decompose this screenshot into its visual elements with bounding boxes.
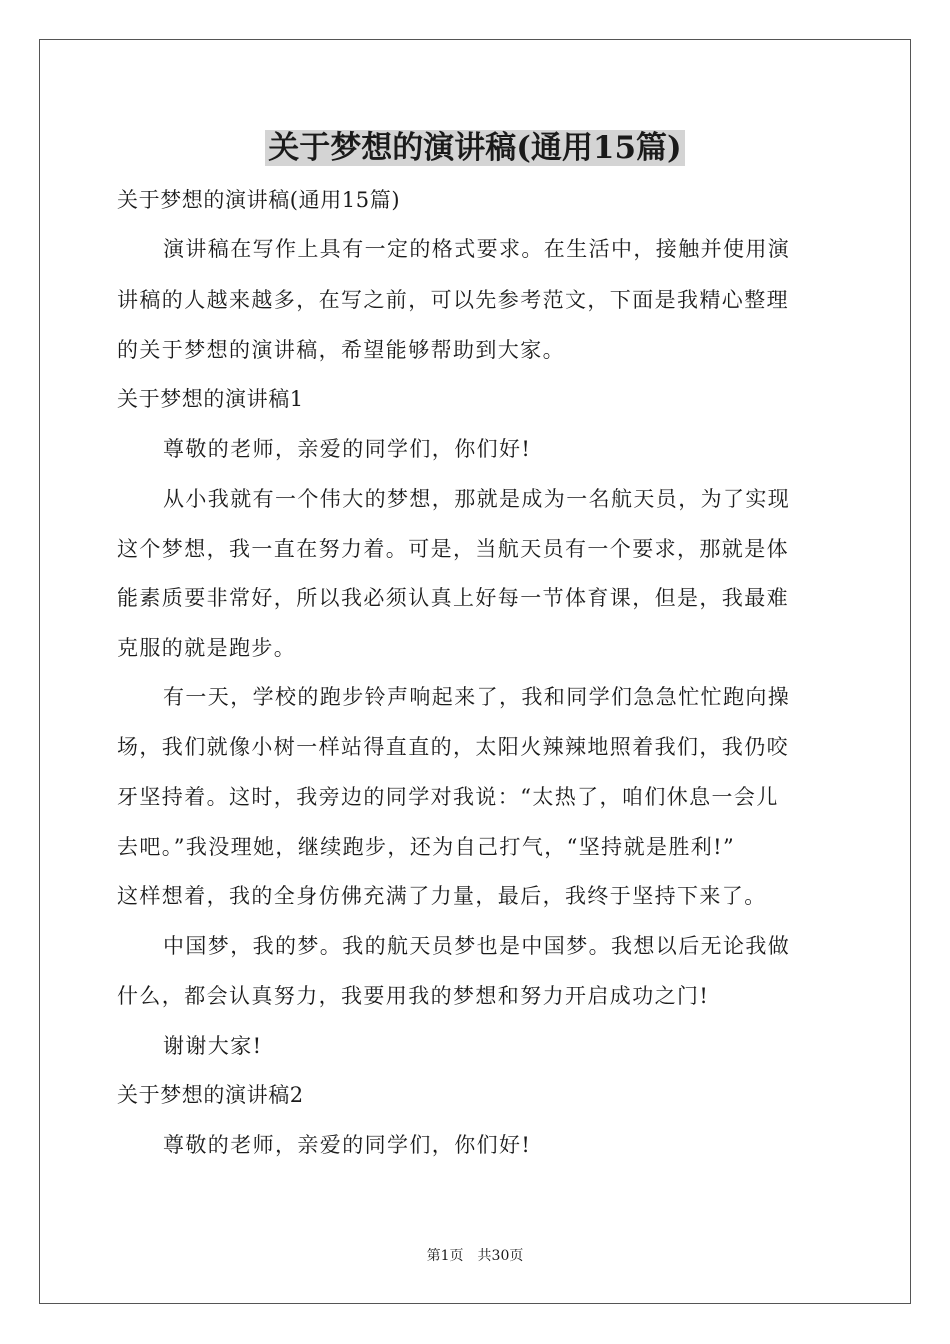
text-line-13: 牙坚持着。这时，我旁边的同学对我说：“太热了，咱们休息一会儿 [117, 785, 779, 809]
text-line-9: 能素质要非常好，所以我必须认真上好每一节体育课，但是，我最难 [117, 586, 789, 610]
text-line-8: 这个梦想，我一直在努力着。可是，当航天员有一个要求，那就是体 [117, 537, 789, 561]
page-border [39, 39, 911, 1304]
page-number: 第1页 [426, 1248, 464, 1264]
text-line-16: 中国梦，我的梦。我的航天员梦也是中国梦。我想以后无论我做 [163, 934, 791, 958]
text-line-17: 什么，都会认真努力，我要用我的梦想和努力开启成功之门! [117, 984, 710, 1008]
text-line-14: 去吧。”我没理她，继续跑步，还为自己打气，“坚持就是胜利!” [117, 835, 736, 859]
text-line-1: 关于梦想的演讲稿(通用15篇) [117, 188, 401, 212]
text-line-15: 这样想着，我的全身仿佛充满了力量，最后，我终于坚持下来了。 [117, 884, 767, 908]
text-line-2: 演讲稿在写作上具有一定的格式要求。在生活中，接触并使用演 [163, 237, 791, 261]
text-line-4: 的关于梦想的演讲稿，希望能够帮助到大家。 [117, 338, 565, 362]
text-line-10: 克服的就是跑步。 [117, 636, 297, 660]
text-line-3: 讲稿的人越来越多，在写之前，可以先参考范文，下面是我精心整理 [117, 288, 789, 312]
text-line-18: 谢谢大家! [163, 1034, 263, 1058]
document-title [0, 124, 950, 172]
document-title-text: 关于梦想的演讲稿(通用15篇) [265, 130, 684, 166]
text-line-5: 关于梦想的演讲稿1 [117, 387, 304, 411]
text-line-6: 尊敬的老师，亲爱的同学们，你们好! [163, 437, 532, 461]
text-line-20: 尊敬的老师，亲爱的同学们，你们好! [163, 1133, 532, 1157]
page-total: 共30页 [477, 1248, 524, 1264]
text-line-11: 有一天，学校的跑步铃声响起来了，我和同学们急急忙忙跑向操 [163, 685, 791, 709]
page-footer [0, 1246, 950, 1266]
text-line-7: 从小我就有一个伟大的梦想，那就是成为一名航天员，为了实现 [163, 487, 791, 511]
text-line-12: 场，我们就像小树一样站得直直的，太阳火辣辣地照着我们，我仍咬 [117, 735, 789, 759]
text-line-19: 关于梦想的演讲稿2 [117, 1083, 304, 1107]
